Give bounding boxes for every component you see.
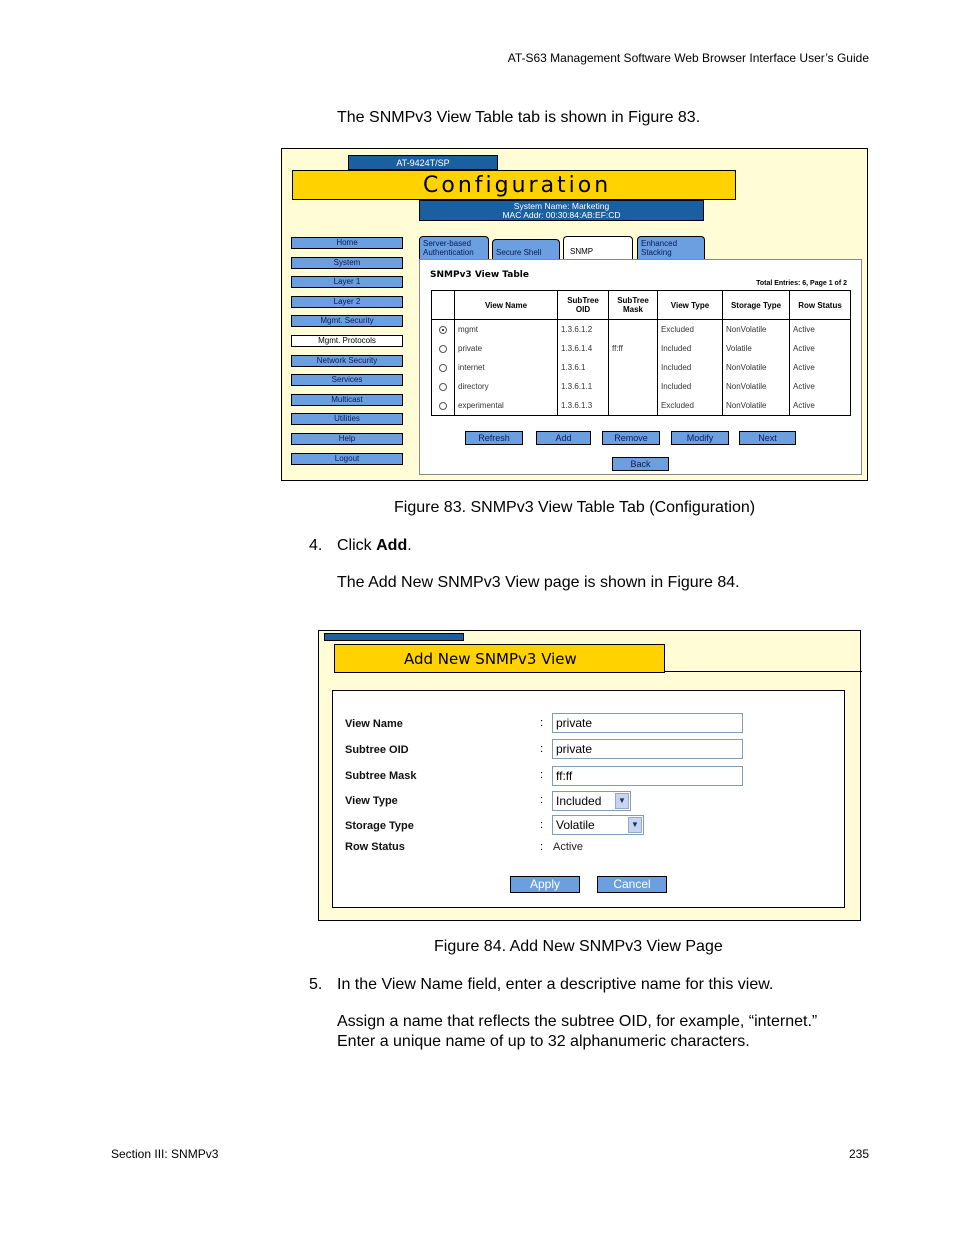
tab-secure-shell[interactable] — [492, 239, 560, 259]
view-type-cell: Included — [658, 377, 723, 396]
row-status-cell: Active — [790, 396, 851, 416]
modify-button[interactable]: Modify — [671, 431, 729, 445]
view-type-cell: Excluded — [658, 396, 723, 416]
colon: : — [540, 794, 544, 806]
subtree-oid-field[interactable]: private — [552, 739, 743, 759]
tab-server-based-authentication[interactable] — [419, 236, 489, 259]
subtree-oid-cell: 1.3.6.1.1 — [558, 377, 609, 396]
subtree-mask-label: Subtree Mask — [345, 770, 417, 782]
select-cell — [432, 396, 455, 416]
view-name-cell: directory — [455, 377, 558, 396]
row-select-radio[interactable] — [439, 364, 447, 372]
system-info-box — [419, 200, 704, 221]
snmpv3-view-panel — [419, 259, 862, 475]
tab-label: Server-based — [423, 239, 472, 248]
tab-label: Stacking — [641, 248, 672, 257]
step-5-paragraph-line-2: Enter a unique name of up to 32 alphanumeric characters. — [337, 1033, 750, 1050]
add-view-banner — [334, 644, 665, 673]
view-type-value: Included — [556, 794, 602, 808]
view-type-select[interactable] — [552, 791, 631, 811]
figure-83-screenshot — [281, 148, 868, 481]
chevron-down-icon[interactable]: ▼ — [628, 817, 642, 833]
tab-label: Enhanced — [641, 239, 678, 248]
subtree-mask-cell — [609, 358, 658, 377]
view-name-field[interactable]: private — [552, 713, 743, 733]
view-type-cell: Excluded — [658, 320, 723, 340]
colon: : — [540, 841, 544, 853]
step-4-instruction — [337, 537, 412, 555]
storage-type-header: Storage Type — [723, 291, 790, 320]
tab-label: Secure Shell — [496, 248, 542, 257]
table-row — [432, 396, 851, 416]
step-4-number: 4. — [309, 537, 323, 554]
table-row — [432, 320, 851, 340]
sidebar-item-services[interactable]: Services — [291, 374, 403, 386]
subtree-mask-cell — [609, 377, 658, 396]
sidebar-item-layer-1[interactable]: Layer 1 — [291, 276, 403, 288]
view-name-cell: private — [455, 339, 558, 358]
select-cell — [432, 358, 455, 377]
colon: : — [540, 743, 544, 755]
subtree-mask-field[interactable]: ff:ff — [552, 766, 743, 786]
subtree-oid-cell: 1.3.6.1.3 — [558, 396, 609, 416]
view-type-label: View Type — [345, 795, 398, 807]
subtree-oid-cell: 1.3.6.1.2 — [558, 320, 609, 340]
row-status-value: Active — [553, 841, 583, 853]
row-select-radio[interactable] — [439, 402, 447, 410]
table-row — [432, 377, 851, 396]
row-select-radio[interactable] — [439, 383, 447, 391]
table-row — [432, 339, 851, 358]
subtree-mask-cell — [609, 320, 658, 340]
step-5-paragraph-line-1: Assign a name that reflects the subtree OID, for example, “internet.” — [337, 1013, 818, 1030]
storage-type-value: Volatile — [556, 818, 595, 832]
tab-snmp[interactable] — [563, 236, 633, 260]
sidebar-item-help[interactable]: Help — [291, 433, 403, 445]
sidebar-item-system[interactable]: System — [291, 257, 403, 269]
total-entries: Total Entries: 6, Page 1 of 2 — [756, 280, 847, 287]
table-header-row — [432, 291, 851, 320]
view-type-cell: Included — [658, 358, 723, 377]
sidebar-item-network-security[interactable]: Network Security — [291, 355, 403, 367]
table-row — [432, 358, 851, 377]
add-button[interactable]: Add — [536, 431, 591, 445]
sidebar-item-logout[interactable]: Logout — [291, 453, 403, 465]
table-title: SNMPv3 View Table — [430, 270, 529, 280]
select-column-header — [432, 291, 455, 320]
figure-84-screenshot — [318, 630, 861, 921]
view-name-cell: mgmt — [455, 320, 558, 340]
view-name-cell: experimental — [455, 396, 558, 416]
subtree-mask-cell — [609, 396, 658, 416]
tab-label: Authentication — [423, 248, 474, 257]
row-status-label: Row Status — [345, 841, 405, 853]
step-4-suffix: . — [407, 537, 412, 554]
colon: : — [540, 819, 544, 831]
step-5-instruction: In the View Name field, enter a descriptive name for this view. — [337, 976, 774, 993]
sidebar-item-mgmt-protocols[interactable]: Mgmt. Protocols — [291, 335, 403, 347]
storage-type-cell: NonVolatile — [723, 320, 790, 340]
apply-button[interactable]: Apply — [510, 876, 580, 893]
subtree-oid-label: Subtree OID — [345, 744, 409, 756]
sidebar-item-utilities[interactable]: Utilities — [291, 413, 403, 425]
view-name-label: View Name — [345, 718, 403, 730]
step-5-number: 5. — [309, 976, 323, 993]
view-name-cell: internet — [455, 358, 558, 377]
running-title: AT-S63 Management Software Web Browser Interface User’s Guide — [507, 51, 869, 65]
banner-title: Configuration — [423, 173, 612, 198]
tab-label: SNMP — [570, 247, 594, 256]
select-cell — [432, 377, 455, 396]
view-name-header: View Name — [455, 291, 558, 320]
storage-type-select[interactable] — [552, 815, 644, 835]
table-body — [432, 320, 851, 416]
select-cell — [432, 339, 455, 358]
subtree-mask-header — [609, 291, 658, 320]
sidebar-item-layer-2[interactable]: Layer 2 — [291, 296, 403, 308]
subtree-mask-cell: ff:ff — [609, 339, 658, 358]
subtree-oid-cell: 1.3.6.1 — [558, 358, 609, 377]
next-button[interactable]: Next — [739, 431, 796, 445]
header-line: SubTree — [617, 296, 649, 305]
subtree-oid-header — [558, 291, 609, 320]
header-line: SubTree — [567, 296, 599, 305]
view-type-header: View Type — [658, 291, 723, 320]
row-status-header: Row Status — [790, 291, 851, 320]
row-status-cell: Active — [790, 339, 851, 358]
sidebar-item-mgmt-security[interactable]: Mgmt. Security — [291, 315, 403, 327]
subtree-oid-cell: 1.3.6.1.4 — [558, 339, 609, 358]
header-line: OID — [575, 305, 591, 314]
storage-type-cell: NonVolatile — [723, 396, 790, 416]
header-tab-strip — [324, 633, 464, 641]
storage-type-cell: NonVolatile — [723, 358, 790, 377]
colon: : — [540, 717, 544, 729]
intro-paragraph: The SNMPv3 View Table tab is shown in Figure 83. — [337, 109, 701, 126]
page-title: Add New SNMPv3 View — [404, 650, 577, 668]
row-status-cell: Active — [790, 358, 851, 377]
row-select-radio[interactable] — [439, 345, 447, 353]
row-status-cell: Active — [790, 320, 851, 340]
header-rule — [664, 671, 862, 672]
footer-page-number: 235 — [848, 1147, 869, 1161]
select-cell — [432, 320, 455, 340]
snmpv3-view-table — [431, 290, 851, 416]
configuration-banner — [292, 170, 736, 200]
system-name: System Name: Marketing — [513, 201, 610, 211]
storage-type-label: Storage Type — [345, 820, 414, 832]
cancel-button[interactable]: Cancel — [597, 876, 667, 893]
storage-type-cell: Volatile — [723, 339, 790, 358]
footer-section: Section III: SNMPv3 — [111, 1147, 219, 1161]
view-type-cell: Included — [658, 339, 723, 358]
model-tab: AT-9424T/SP — [348, 155, 498, 170]
colon: : — [540, 769, 544, 781]
figure-84-caption: Figure 84. Add New SNMPv3 View Page — [434, 938, 723, 955]
row-select-radio[interactable] — [439, 326, 447, 334]
row-status-cell: Active — [790, 377, 851, 396]
step-4-bold-add: Add — [376, 537, 408, 554]
remove-button[interactable]: Remove — [602, 431, 660, 445]
chevron-down-icon[interactable]: ▼ — [615, 793, 629, 809]
sidebar-item-multicast[interactable]: Multicast — [291, 394, 403, 406]
step-4-paragraph: The Add New SNMPv3 View page is shown in Figure 84. — [337, 574, 740, 591]
refresh-button[interactable]: Refresh — [465, 431, 523, 445]
header-line: Mask — [622, 305, 643, 314]
back-button[interactable]: Back — [612, 457, 669, 471]
storage-type-cell: NonVolatile — [723, 377, 790, 396]
figure-83-caption: Figure 83. SNMPv3 View Table Tab (Configuration) — [394, 499, 756, 516]
tab-enhanced-stacking[interactable] — [637, 236, 705, 259]
add-view-form — [332, 690, 845, 908]
step-4-prefix: Click — [337, 537, 377, 554]
sidebar-item-home[interactable]: Home — [291, 237, 403, 249]
mac-address: MAC Addr: 00:30:84:AB:EF:CD — [502, 210, 621, 220]
